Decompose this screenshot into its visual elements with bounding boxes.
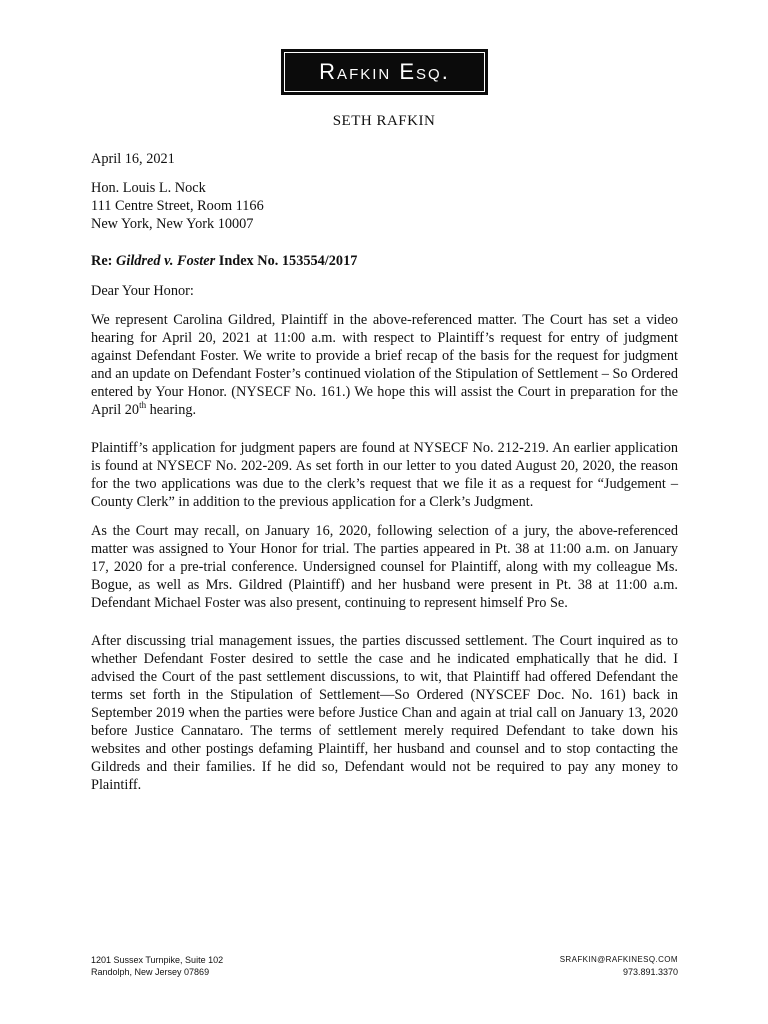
re-index-number: Index No. 153554/2017 xyxy=(218,253,358,269)
recipient-address xyxy=(91,179,678,233)
paragraph-1-text: We represent Carolina Gildred, Plaintiff in the above-referenced matter. The Court has set a video hearing for April 20, 2021 at 11:00 a.m. with respect to Plaintiff’s request for entry of judgment against Defendant Foster. We write to provide a brief recap of the basis for the request for judgment and an update on Defendant Foster’s continued violation of the Stipulation of Settlement – So Ordered entered by Your Honor. (NYSECF No. 161.) We hope this will assist the Court in preparation for the April 20 xyxy=(91,312,678,418)
re-label: Re: xyxy=(91,253,113,269)
footer-address-line-2: Randolph, New Jersey 07869 xyxy=(91,967,210,977)
body-paragraph-1 xyxy=(91,311,678,419)
letterhead-attorney-name: SETH RAFKIN xyxy=(332,113,436,129)
footer-address xyxy=(91,954,223,978)
letter-date: April 16, 2021 xyxy=(91,151,175,167)
firm-logo xyxy=(281,49,488,95)
footer-email: SRAFKIN@RAFKINESQ.COM xyxy=(559,955,678,964)
re-case-name: Gildred v. Foster xyxy=(116,253,216,269)
body-paragraph-3: As the Court may recall, on January 16, 2020, following selection of a jury, the above-referenced matter was assigned to Your Honor for trial. The parties appeared in Pt. 38 at 11:00 a.m. on January 17, 2020 for a pre-trial conference. Undersigned counsel for Plaintiff, along with my colleague Ms. Bogue, as well as Mrs. Gildred (Plaintiff) and her husband were present in Pt. 38 at 11:00 a.m. Defendant Michael Foster was also present, continuing to represent himself Pro Se. xyxy=(91,523,678,611)
re-line xyxy=(91,252,678,270)
body-paragraph-2: Plaintiff’s application for judgment papers are found at NYSECF No. 212-219. An earlier application is found at NYSECF No. 202-209. As set forth in our letter to you dated August 20, 2020, the reason for the two applications was due to the clerk’s request that we file it as a request for “Judgement – County Clerk” in addition to the previous application for a Clerk’s Judgment. xyxy=(91,440,678,510)
logo-text: Rafkin Esq. xyxy=(319,59,450,84)
recipient-city: New York, New York 10007 xyxy=(91,216,254,232)
recipient-street: 111 Centre Street, Room 1166 xyxy=(91,198,264,214)
salutation: Dear Your Honor: xyxy=(91,283,194,299)
footer-contact xyxy=(560,954,678,978)
paragraph-1-end: hearing. xyxy=(146,402,197,418)
recipient-name: Hon. Louis L. Nock xyxy=(91,180,206,196)
body-paragraph-4: After discussing trial management issues, the parties discussed settlement. The Court inquired as to whether Defendant Foster desired to settle the case and he indicated emphatically that he did. I advised the Court of the past settlement discussions, to wit, that Plaintiff had offered Defendant the terms set forth in the Stipulation of Settlement—So Ordered (NYSCEF Doc. No. 161) back in September 2019 when the parties were before Justice Chan and again at trial call on January 13, 2020 before Justice Cannataro. The terms of settlement merely required Defendant to take down his websites and other postings defaming Plaintiff, her husband and counsel and to stop contacting the Gildreds and their families. If he did so, Defendant would not be required to pay any money to Plaintiff. xyxy=(91,633,678,793)
ordinal-suffix: th xyxy=(139,400,147,411)
footer-address-line-1: 1201 Sussex Turnpike, Suite 102 xyxy=(91,955,224,965)
footer-phone: 973.891.3370 xyxy=(622,967,678,977)
logo-border xyxy=(284,52,485,92)
